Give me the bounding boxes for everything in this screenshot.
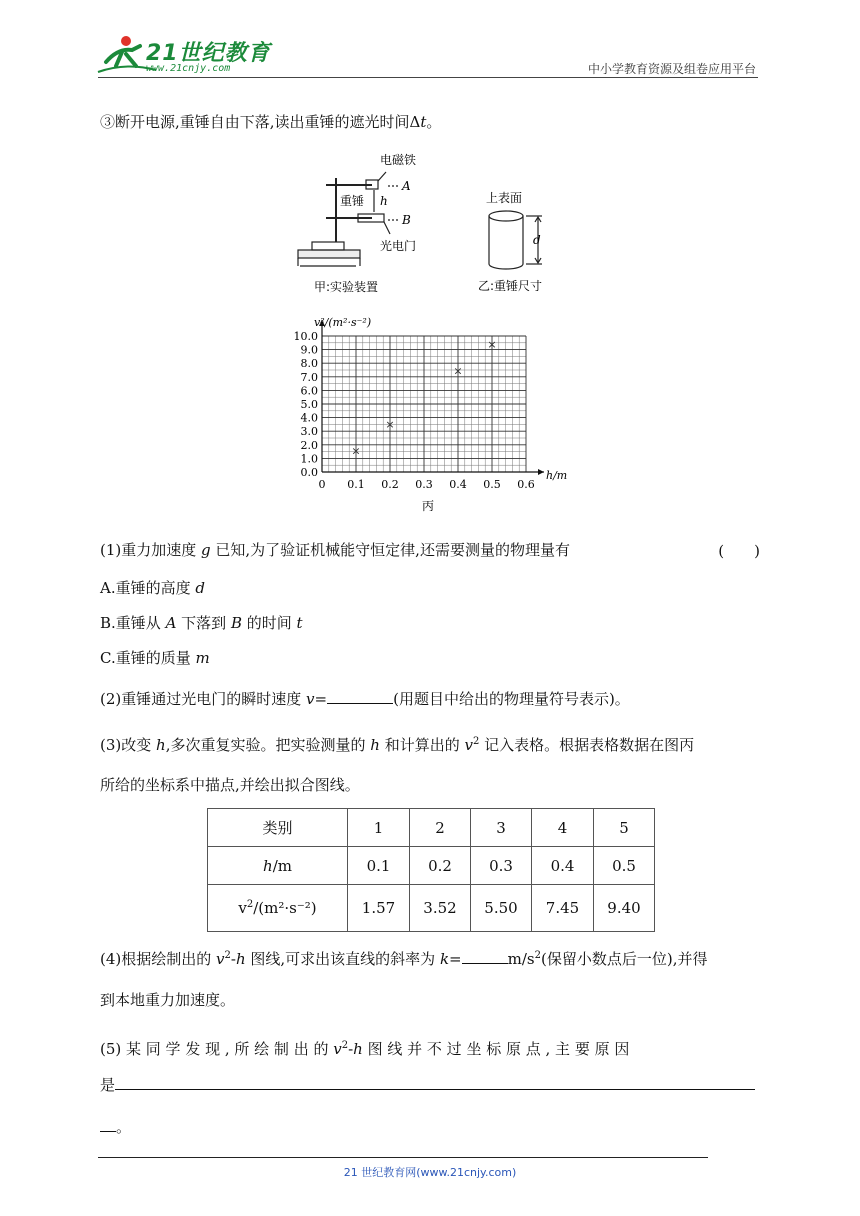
question-5-line1: (5) 某 同 学 发 现 , 所 绘 制 出 的 $v^2-h$ 图 线 并 不 过 坐 标 原 点 , 主 要 原 因 <box>100 1040 630 1058</box>
data-point: × <box>351 444 361 458</box>
platform-title: 中小学教育资源及组卷应用平台 <box>587 62 756 76</box>
chart-caption: 丙 <box>422 499 435 513</box>
x-tick-label: 0.3 <box>415 478 433 491</box>
x-tick-label: 0.1 <box>347 478 365 491</box>
y-tick-label: 2.0 <box>300 438 318 452</box>
table-row <box>208 847 655 885</box>
answer-blank-k[interactable] <box>462 948 508 964</box>
question-5-line3: 。 <box>100 1116 131 1137</box>
v2-h-chart <box>280 312 580 518</box>
question-3-line2: 所给的坐标系中描点,并绘出拟合图线。 <box>100 776 360 794</box>
table-cell: 0.1 <box>348 847 410 885</box>
question-5-line2: 是 <box>100 1074 755 1095</box>
label-top-surface: 上表面 <box>486 191 523 205</box>
table-cell: 1.57 <box>348 885 410 932</box>
label-gate: 光电门 <box>380 239 417 253</box>
logo-text: 21世纪教育 <box>146 41 271 66</box>
step-3: ③断开电源,重锤自由下落,读出重锤的遮光时间Δt。 <box>100 113 442 131</box>
caption-b: 乙:重锤尺寸 <box>478 279 543 293</box>
cylinder-figure <box>472 180 582 296</box>
footer-rule <box>98 1157 708 1158</box>
y-tick-label: 3.0 <box>300 425 318 439</box>
y-tick-label: 7.0 <box>300 370 318 384</box>
logo-url: www.21cnjy.com <box>146 63 231 74</box>
data-point: × <box>453 364 463 378</box>
x-tick-label: 0.5 <box>483 478 501 491</box>
footer-text[interactable]: 21 世纪教育网(www.21cnjy.com) <box>343 1166 517 1179</box>
table-cell: 2 <box>410 809 471 847</box>
table-cell: 0.3 <box>471 847 532 885</box>
answer-blank-reason[interactable] <box>115 1074 755 1090</box>
table-cell: 4 <box>532 809 594 847</box>
answer-paren: ( ) <box>718 542 760 560</box>
x-tick-label: 0.2 <box>381 478 399 491</box>
y-tick-label: 10.0 <box>293 330 318 343</box>
option-c[interactable]: C.重锤的质量 m <box>100 649 210 667</box>
x-axis-label: h/m <box>546 469 568 482</box>
table-cell: 0.2 <box>410 847 471 885</box>
label-magnet: 电磁铁 <box>380 153 417 167</box>
label-B: B <box>402 213 411 227</box>
table-cell: 类别 <box>208 809 348 847</box>
label-h: h <box>380 194 388 208</box>
question-1: (1)重力加速度 g 已知,为了验证机械能守恒定律,还需要测量的物理量有 <box>100 541 570 559</box>
table-cell: 1 <box>348 809 410 847</box>
table-cell: $v^2/(m^2\cdot s^{-2})$ <box>208 885 348 932</box>
table-cell: h/m <box>208 847 348 885</box>
table-cell: 3.52 <box>410 885 471 932</box>
question-4-line1: (4)根据绘制出的 $v^2-h$ 图线,可求出该直线的斜率为 $k= m/s^2$(保留小数点后一位),并得 <box>100 950 708 968</box>
question-4-line2: 到本地重力加速度。 <box>100 991 236 1009</box>
data-point: × <box>385 418 395 432</box>
table-cell: 0.4 <box>532 847 594 885</box>
option-a[interactable]: A.重锤的高度 d <box>100 579 205 597</box>
question-2: (2)重锤通过光电门的瞬时速度 v= (用题目中给出的物理量符号表示)。 <box>100 690 630 708</box>
y-axis-label: v²/(m²·s⁻²) <box>314 316 372 329</box>
label-A: A <box>402 179 411 193</box>
y-tick-label: 8.0 <box>300 357 318 371</box>
base-plate <box>298 250 360 258</box>
table-cell: 5.50 <box>471 885 532 932</box>
y-tick-label: 5.0 <box>300 398 318 411</box>
data-point: × <box>487 338 497 352</box>
x-axis-arrow <box>538 469 544 475</box>
label-d: d <box>533 233 541 247</box>
table-row <box>208 885 655 932</box>
caption-a: 甲:实验装置 <box>314 280 379 294</box>
table-cell: 7.45 <box>532 885 594 932</box>
question-3-line1: (3)改变 h,多次重复实验。把实验测量的 h 和计算出的 $v^2$ 记入表格。根据表格数据在图丙 <box>100 736 695 754</box>
table-cell: 9.40 <box>594 885 655 932</box>
label-hammer: 重锤 <box>340 194 365 208</box>
y-tick-label: 9.0 <box>300 343 318 357</box>
header-rule <box>98 77 758 78</box>
apparatus-figure <box>296 150 466 296</box>
option-b[interactable]: B.重锤从 A 下落到 B 的时间 t <box>100 614 303 632</box>
x-tick-label: 0.4 <box>449 478 467 491</box>
table-cell: 5 <box>594 809 655 847</box>
answer-blank-v[interactable] <box>327 688 393 704</box>
table-cell: 0.5 <box>594 847 655 885</box>
y-tick-label: 6.0 <box>300 384 318 398</box>
y-tick-label: 4.0 <box>300 411 318 425</box>
data-table <box>207 808 655 932</box>
table-header-row <box>208 809 655 847</box>
y-tick-label: 1.0 <box>300 452 318 466</box>
x-tick-label: 0.6 <box>517 478 535 491</box>
answer-blank-reason-end[interactable] <box>100 1116 116 1132</box>
x-tick-label: 0 <box>318 478 326 491</box>
y-tick-label: 0.0 <box>300 466 318 479</box>
table-cell: 3 <box>471 809 532 847</box>
